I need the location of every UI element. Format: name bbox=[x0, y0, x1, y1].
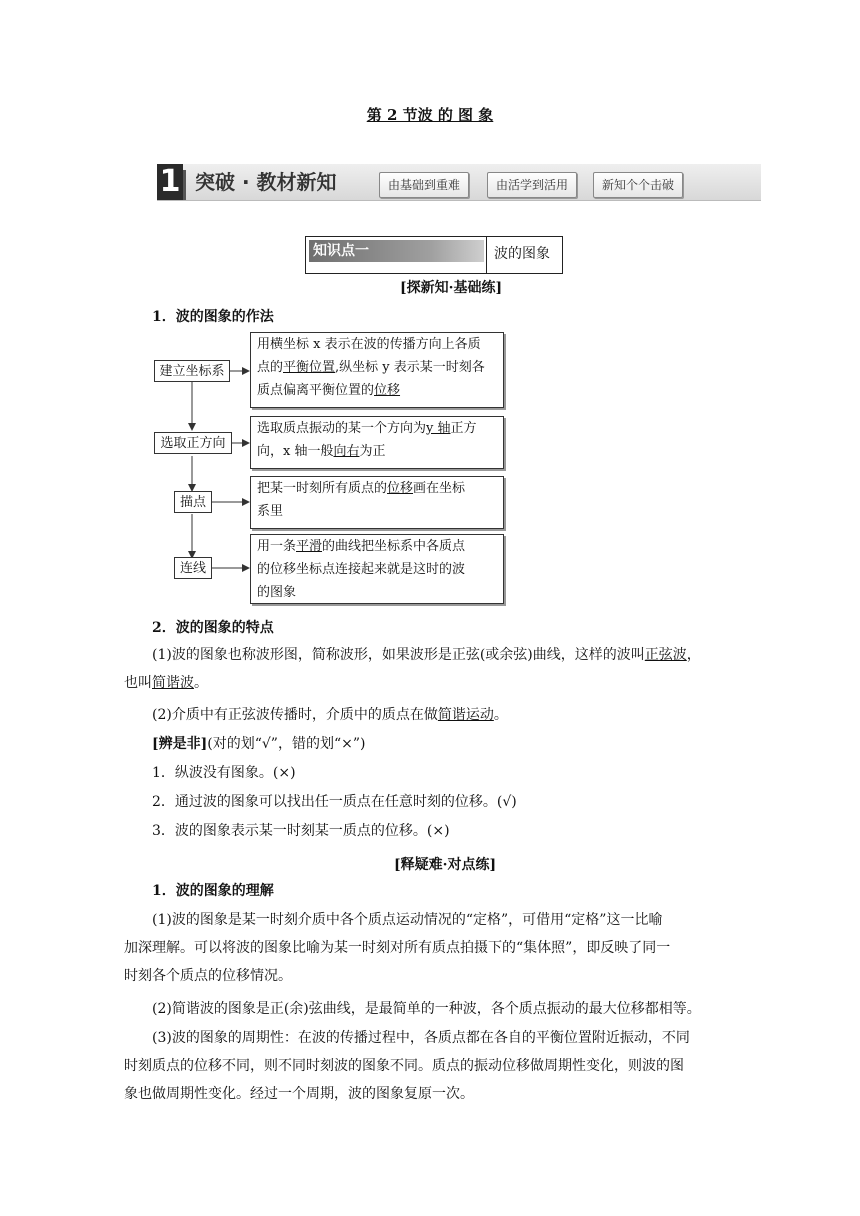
banner-button-master[interactable]: 新知个个击破 bbox=[593, 172, 683, 198]
banner-button-apply[interactable]: 由活学到活用 bbox=[487, 172, 577, 198]
knowledge-point-label: 知识点一 bbox=[309, 240, 484, 262]
heading-features: 2．波的图象的特点 bbox=[152, 620, 274, 636]
flow-desc-connect bbox=[250, 534, 504, 604]
paragraph-sine-wave bbox=[124, 641, 744, 697]
flow-step-plot: 描点 bbox=[174, 491, 212, 513]
flow-desc-direction-line2: 向，x 轴一般向右为正 bbox=[257, 444, 386, 459]
section-tag-basic: [探新知·基础练] bbox=[400, 280, 503, 296]
banner-button-basic[interactable]: 由基础到重难 bbox=[379, 172, 469, 198]
section-tag-explain: [释疑难·对点练] bbox=[394, 857, 497, 873]
paragraph-sine-wave-line2: 也叫简谐波。 bbox=[124, 675, 208, 691]
page-title: 第 2 节波 的 图 象 bbox=[366, 106, 494, 124]
flow-desc-connect-line3: 的图象 bbox=[257, 585, 297, 600]
banner-number: 1 bbox=[157, 164, 183, 200]
flow-desc-direction-line1: 选取质点振动的某一个方向为y 轴正方 bbox=[257, 421, 477, 436]
flow-desc-connect-line2: 的位移坐标点连接起来就是这时的波 bbox=[257, 562, 466, 577]
paragraph-periodicity bbox=[124, 1024, 744, 1108]
flowchart bbox=[150, 330, 510, 610]
heading-understanding: 1．波的图象的理解 bbox=[152, 883, 274, 899]
flow-desc-connect-line1: 用一条平滑的曲线把坐标系中各质点 bbox=[257, 539, 466, 554]
knowledge-point-box bbox=[305, 236, 563, 274]
paragraph-freeze-frame-line1: (1)波的图象是某一时刻介质中各个质点运动情况的“定格”，可借用“定格”这一比喻 bbox=[152, 912, 663, 928]
paragraph-sine-wave-line1: (1)波的图象也称波形图，简称波形，如果波形是正弦(或余弦)曲线，这样的波叫正弦波， bbox=[152, 647, 701, 663]
flow-step-coordinate: 建立坐标系 bbox=[154, 360, 230, 382]
judge-item-3: 3．波的图象表示某一时刻某一质点的位移。(×) bbox=[152, 823, 450, 839]
section-banner bbox=[157, 164, 761, 201]
flow-desc-coordinate bbox=[250, 332, 504, 408]
flow-desc-coordinate-line1: 用横坐标 x 表示在波的传播方向上各质 bbox=[257, 337, 481, 352]
flow-desc-plot-line2: 系里 bbox=[257, 504, 284, 519]
paragraph-medium: (2)介质中有正弦波传播时，介质中的质点在做简谐运动。 bbox=[152, 707, 508, 723]
flow-desc-coordinate-line3: 质点偏离平衡位置的位移 bbox=[257, 383, 401, 398]
banner-title: 突破 · 教材新知 bbox=[195, 170, 337, 194]
paragraph-simple-harmonic: (2)简谐波的图象是正(余)弦曲线，是最简单的一种波，各个质点振动的最大位移都相等。 bbox=[152, 1001, 701, 1017]
flow-desc-plot-line1: 把某一时刻所有质点的位移画在坐标 bbox=[257, 481, 466, 496]
flow-desc-coordinate-line2: 点的平衡位置,纵坐标 y 表示某一时刻各 bbox=[257, 360, 485, 375]
heading-method: 1．波的图象的作法 bbox=[152, 309, 274, 325]
paragraph-freeze-frame-line3: 时刻各个质点的位移情况。 bbox=[124, 968, 292, 984]
paragraph-periodicity-line2: 时刻质点的位移不同，则不同时刻波的图象不同。质点的振动位移做周期性变化，则波的图 bbox=[124, 1058, 684, 1074]
paragraph-freeze-frame bbox=[124, 906, 744, 990]
paragraph-periodicity-line1: (3)波的图象的周期性：在波的传播过程中，各质点都在各自的平衡位置附近振动，不同 bbox=[152, 1030, 690, 1046]
flow-desc-plot bbox=[250, 476, 504, 529]
judge-heading: [辨是非](对的划“√”，错的划“×”) bbox=[152, 736, 366, 752]
judge-item-2: 2．通过波的图象可以找出任一质点在任意时刻的位移。(√) bbox=[152, 794, 517, 810]
paragraph-freeze-frame-line2: 加深理解。可以将波的图象比喻为某一时刻对所有质点拍摄下的“集体照”，即反映了同一 bbox=[124, 940, 671, 956]
flow-step-direction: 选取正方向 bbox=[154, 432, 232, 454]
flow-step-connect: 连线 bbox=[174, 557, 212, 579]
flow-desc-direction bbox=[250, 416, 504, 469]
knowledge-divider bbox=[486, 237, 487, 273]
paragraph-periodicity-line3: 象也做周期性变化。经过一个周期，波的图象复原一次。 bbox=[124, 1086, 474, 1102]
knowledge-point-value: 波的图象 bbox=[494, 246, 550, 262]
judge-item-1: 1．纵波没有图象。(×) bbox=[152, 765, 296, 781]
